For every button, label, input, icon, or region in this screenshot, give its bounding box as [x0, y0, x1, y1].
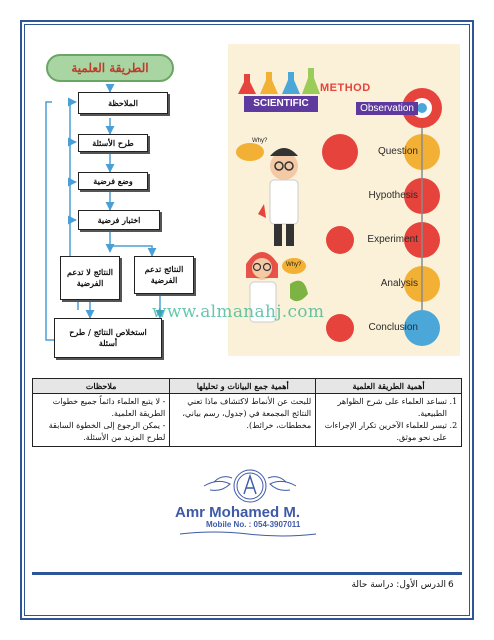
- note-item: - يمكن الرجوع إلى الخطوة السابقة لطرح المزيد من الأسئلة.: [48, 421, 166, 442]
- watermark: www.almanahj.com: [152, 302, 325, 322]
- cell-method-importance: [316, 394, 462, 447]
- author-mobile: Mobile No. : 054-3907011: [206, 520, 301, 529]
- decorative-flourish-icon: [180, 530, 316, 538]
- speech-bubble-2: Why?: [286, 262, 302, 268]
- flow-step-test-hypothesis: اختبار فرضية: [78, 210, 160, 230]
- flow-step-hypothesis: وضع فرضية: [78, 172, 148, 190]
- step-analysis: Analysis: [380, 278, 418, 289]
- author-name: Amr Mohamed M.: [175, 504, 301, 521]
- scientist-male-illustration: [236, 143, 298, 246]
- flow-step-observation: الملاحظة: [78, 92, 168, 114]
- step-hypothesis: Hypothesis: [368, 190, 418, 201]
- speech-bubble-1: Why?: [252, 138, 268, 144]
- flask-icons: [238, 68, 320, 94]
- step-experiment: Experiment: [367, 234, 418, 245]
- importance-item: 2. تيسر للعلماء الآخرين تكرار الإجراءات على نحو موثق.: [320, 420, 447, 444]
- page-number: 6: [448, 580, 454, 590]
- flow-result-not-supported: النتائج لا تدعم الفرضية: [60, 256, 120, 300]
- step-conclusion: Conclusion: [368, 322, 418, 333]
- method-title: METHOD: [320, 82, 371, 94]
- cell-data-importance: للبحث عن الأنماط لاكتشاف ماذا تعني النتائج المجمعة في (جدول، رسم بياني، مخططات، خرائط).: [170, 394, 316, 447]
- note-item: - لا يتبع العلماء دائماً جميع خطوات الطريقة العلمية.: [52, 397, 166, 418]
- header-data-importance: أهمية جمع البيانات و تحليلها: [170, 379, 316, 394]
- flow-result-supported: النتائج تدعم الفرضية: [134, 256, 194, 294]
- footer-lesson-title: الدرس الأول: دراسة حالة: [351, 580, 446, 590]
- importance-item: 1. تساعد العلماء على شرح الظواهر الطبيعية.: [320, 396, 447, 420]
- cell-notes: [33, 394, 170, 447]
- flow-step-questions: طرح الأسئلة: [78, 134, 148, 152]
- flowchart-title: الطريقة العلمية: [46, 54, 174, 82]
- importance-table: [32, 378, 462, 447]
- step-observation: Observation: [356, 102, 418, 115]
- scientific-banner: SCIENTIFIC: [244, 96, 318, 112]
- flow-step-conclusion: استخلاص النتائج / طرح أسئلة: [54, 318, 162, 358]
- header-notes: ملاحظات: [33, 379, 170, 394]
- step-question: Question: [377, 146, 418, 157]
- footer-rule: [32, 572, 462, 575]
- header-method-importance: أهمية الطريقة العلمية: [316, 379, 462, 394]
